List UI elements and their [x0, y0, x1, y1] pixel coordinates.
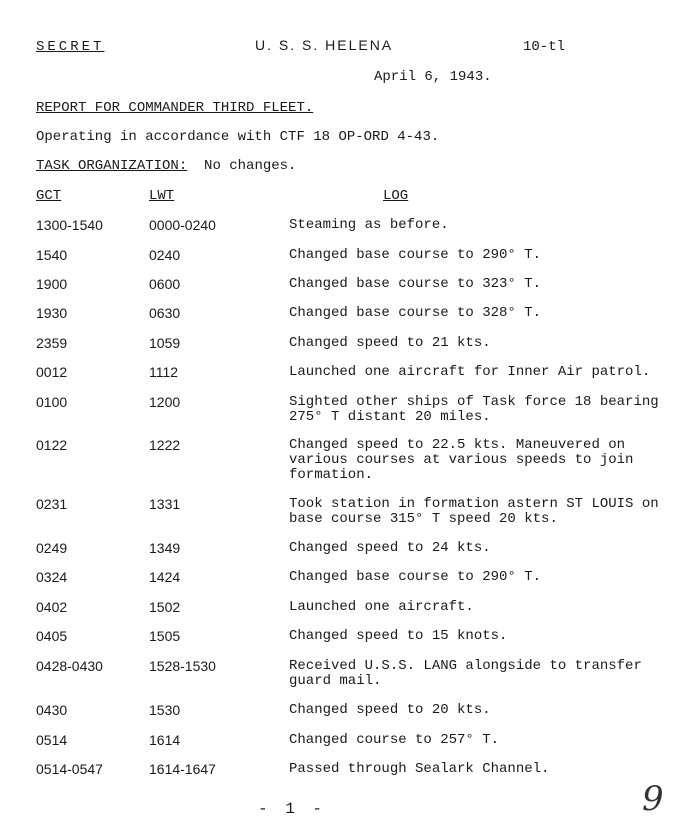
gct-cell: 0249: [36, 540, 68, 556]
classification-marking: SECRET: [36, 39, 105, 55]
gct-cell: 0430: [36, 702, 68, 718]
gct-cell: 0324: [36, 569, 68, 585]
gct-cell: 0122: [36, 437, 68, 453]
gct-cell: 1540: [36, 247, 68, 263]
log-cell: Received U.S.S. LANG alongside to transfer guard mail.: [289, 658, 642, 689]
ship-name: U. S. S. HELENA: [255, 37, 394, 53]
task-organization-value: No changes.: [204, 158, 297, 174]
lwt-cell: 0630: [149, 305, 181, 321]
column-header-lwt: LWT: [149, 188, 175, 204]
log-cell: Changed speed to 22.5 kts. Maneuvered on various courses at various speeds to join formation.: [289, 437, 634, 483]
lwt-cell: 1349: [149, 540, 181, 556]
page-number: - 1 -: [258, 800, 327, 818]
lwt-cell: 1222: [149, 437, 181, 453]
log-cell: Changed course to 257° T.: [289, 732, 500, 748]
gct-cell: 1300-1540: [36, 217, 103, 233]
log-cell: Steaming as before.: [289, 217, 449, 233]
report-date: April 6, 1943.: [374, 69, 492, 85]
lwt-cell: 1200: [149, 394, 181, 410]
gct-cell: 0231: [36, 496, 68, 512]
document-code: 10-tl: [523, 39, 566, 55]
log-cell: Changed speed to 21 kts.: [289, 335, 491, 351]
lwt-cell: 1614-1647: [149, 761, 216, 777]
task-organization: [36, 159, 296, 174]
lwt-cell: 1528-1530: [149, 658, 216, 674]
gct-cell: 1930: [36, 305, 68, 321]
gct-cell: 0514: [36, 732, 68, 748]
lwt-cell: 1424: [149, 569, 181, 585]
lwt-cell: 1059: [149, 335, 181, 351]
task-organization-label: TASK ORGANIZATION:: [36, 158, 188, 174]
lwt-cell: 0240: [149, 247, 181, 263]
log-cell: Changed base course to 323° T.: [289, 276, 542, 292]
gct-cell: 1900: [36, 276, 68, 292]
lwt-cell: 0600: [149, 276, 181, 292]
log-cell: Took station in formation astern ST LOUIS on base course 315° T speed 20 kts.: [289, 496, 659, 527]
gct-cell: 0514-0547: [36, 761, 103, 777]
gct-cell: 0100: [36, 394, 68, 410]
log-cell: Passed through Sealark Channel.: [289, 761, 550, 777]
log-cell: Launched one aircraft.: [289, 599, 474, 615]
report-title: REPORT FOR COMMANDER THIRD FLEET.: [36, 100, 314, 116]
handwritten-page-number: 9: [642, 779, 664, 819]
lwt-cell: 1331: [149, 496, 181, 512]
lwt-cell: 1112: [149, 364, 179, 380]
log-cell: Launched one aircraft for Inner Air patrol.: [289, 364, 651, 380]
gct-cell: 0012: [36, 364, 68, 380]
log-cell: Changed base course to 290° T.: [289, 247, 542, 263]
log-cell: Changed base course to 328° T.: [289, 305, 542, 321]
log-cell: Changed base course to 290° T.: [289, 569, 542, 585]
column-header-gct: GCT: [36, 188, 62, 204]
log-cell: Changed speed to 15 knots.: [289, 628, 508, 644]
lwt-cell: 1505: [149, 628, 181, 644]
lwt-cell: 0000-0240: [149, 217, 216, 233]
log-cell: Changed speed to 20 kts.: [289, 702, 491, 718]
log-cell: Changed speed to 24 kts.: [289, 540, 491, 556]
gct-cell: 0405: [36, 628, 68, 644]
gct-cell: 0428-0430: [36, 658, 103, 674]
gct-cell: 2359: [36, 335, 68, 351]
operating-note: Operating in accordance with CTF 18 OP-ORD 4-43.: [36, 129, 440, 145]
lwt-cell: 1530: [149, 702, 181, 718]
log-cell: Sighted other ships of Task force 18 bearing 275° T distant 20 miles.: [289, 394, 659, 425]
lwt-cell: 1502: [149, 599, 181, 615]
column-header-log: LOG: [383, 188, 409, 204]
gct-cell: 0402: [36, 599, 68, 615]
lwt-cell: 1614: [149, 732, 181, 748]
